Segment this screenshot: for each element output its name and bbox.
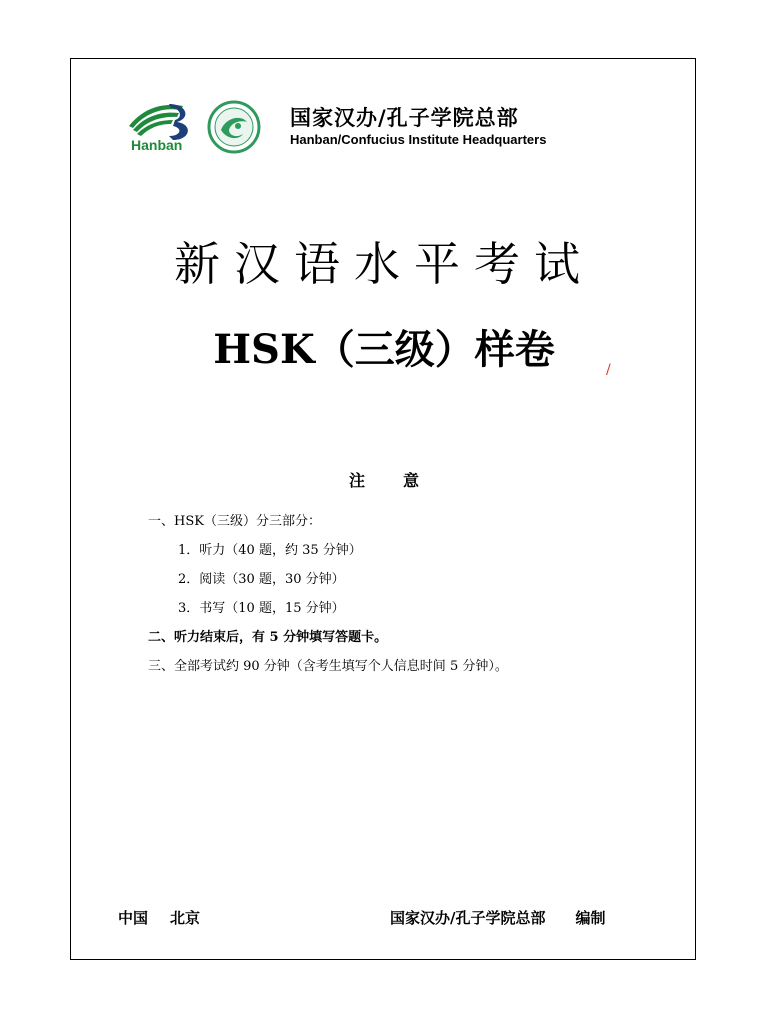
page-border xyxy=(70,58,696,960)
notice-line: 1．听力（40 题，约 35 分钟） xyxy=(178,543,362,558)
notice-line: 三、全部考试约 90 分钟（含考生填写个人信息时间 5 分钟）。 xyxy=(148,659,508,674)
org-name-cn: 国家汉办/孔子学院总部 xyxy=(290,106,519,130)
document-header xyxy=(125,96,585,156)
notice-line: 二、听力结束后，有 5 分钟填写答题卡。 xyxy=(148,630,388,645)
footer-compiled: 编制 xyxy=(575,909,606,927)
notice-list xyxy=(148,512,668,686)
hanban-logo-text: Hanban xyxy=(131,137,183,153)
red-mark: / xyxy=(606,362,611,378)
notice-title-right: 意 xyxy=(403,471,420,490)
notice-line: 2．阅读（30 题，30 分钟） xyxy=(178,572,345,587)
notice-title-left: 注 xyxy=(348,471,365,490)
footer-city: 北京 xyxy=(170,909,201,927)
footer-publisher-block xyxy=(390,907,606,928)
footer-publisher: 国家汉办/孔子学院总部 xyxy=(390,909,546,927)
notice-line: 一、HSK（三级）分三部分： xyxy=(148,514,321,529)
org-name-en: Hanban/Confucius Institute Headquarters xyxy=(290,132,547,147)
notice-title xyxy=(0,468,768,491)
footer-country: 中国 xyxy=(118,909,149,927)
footer-location xyxy=(118,907,200,928)
notice-line: 3．书写（10 题，15 分钟） xyxy=(178,601,345,616)
confucius-institute-logo xyxy=(207,100,261,154)
exam-subtitle: HSK（三级）样卷 xyxy=(213,326,555,373)
hanban-logo xyxy=(125,96,199,154)
exam-title: 新汉语水平考试 xyxy=(174,237,594,291)
